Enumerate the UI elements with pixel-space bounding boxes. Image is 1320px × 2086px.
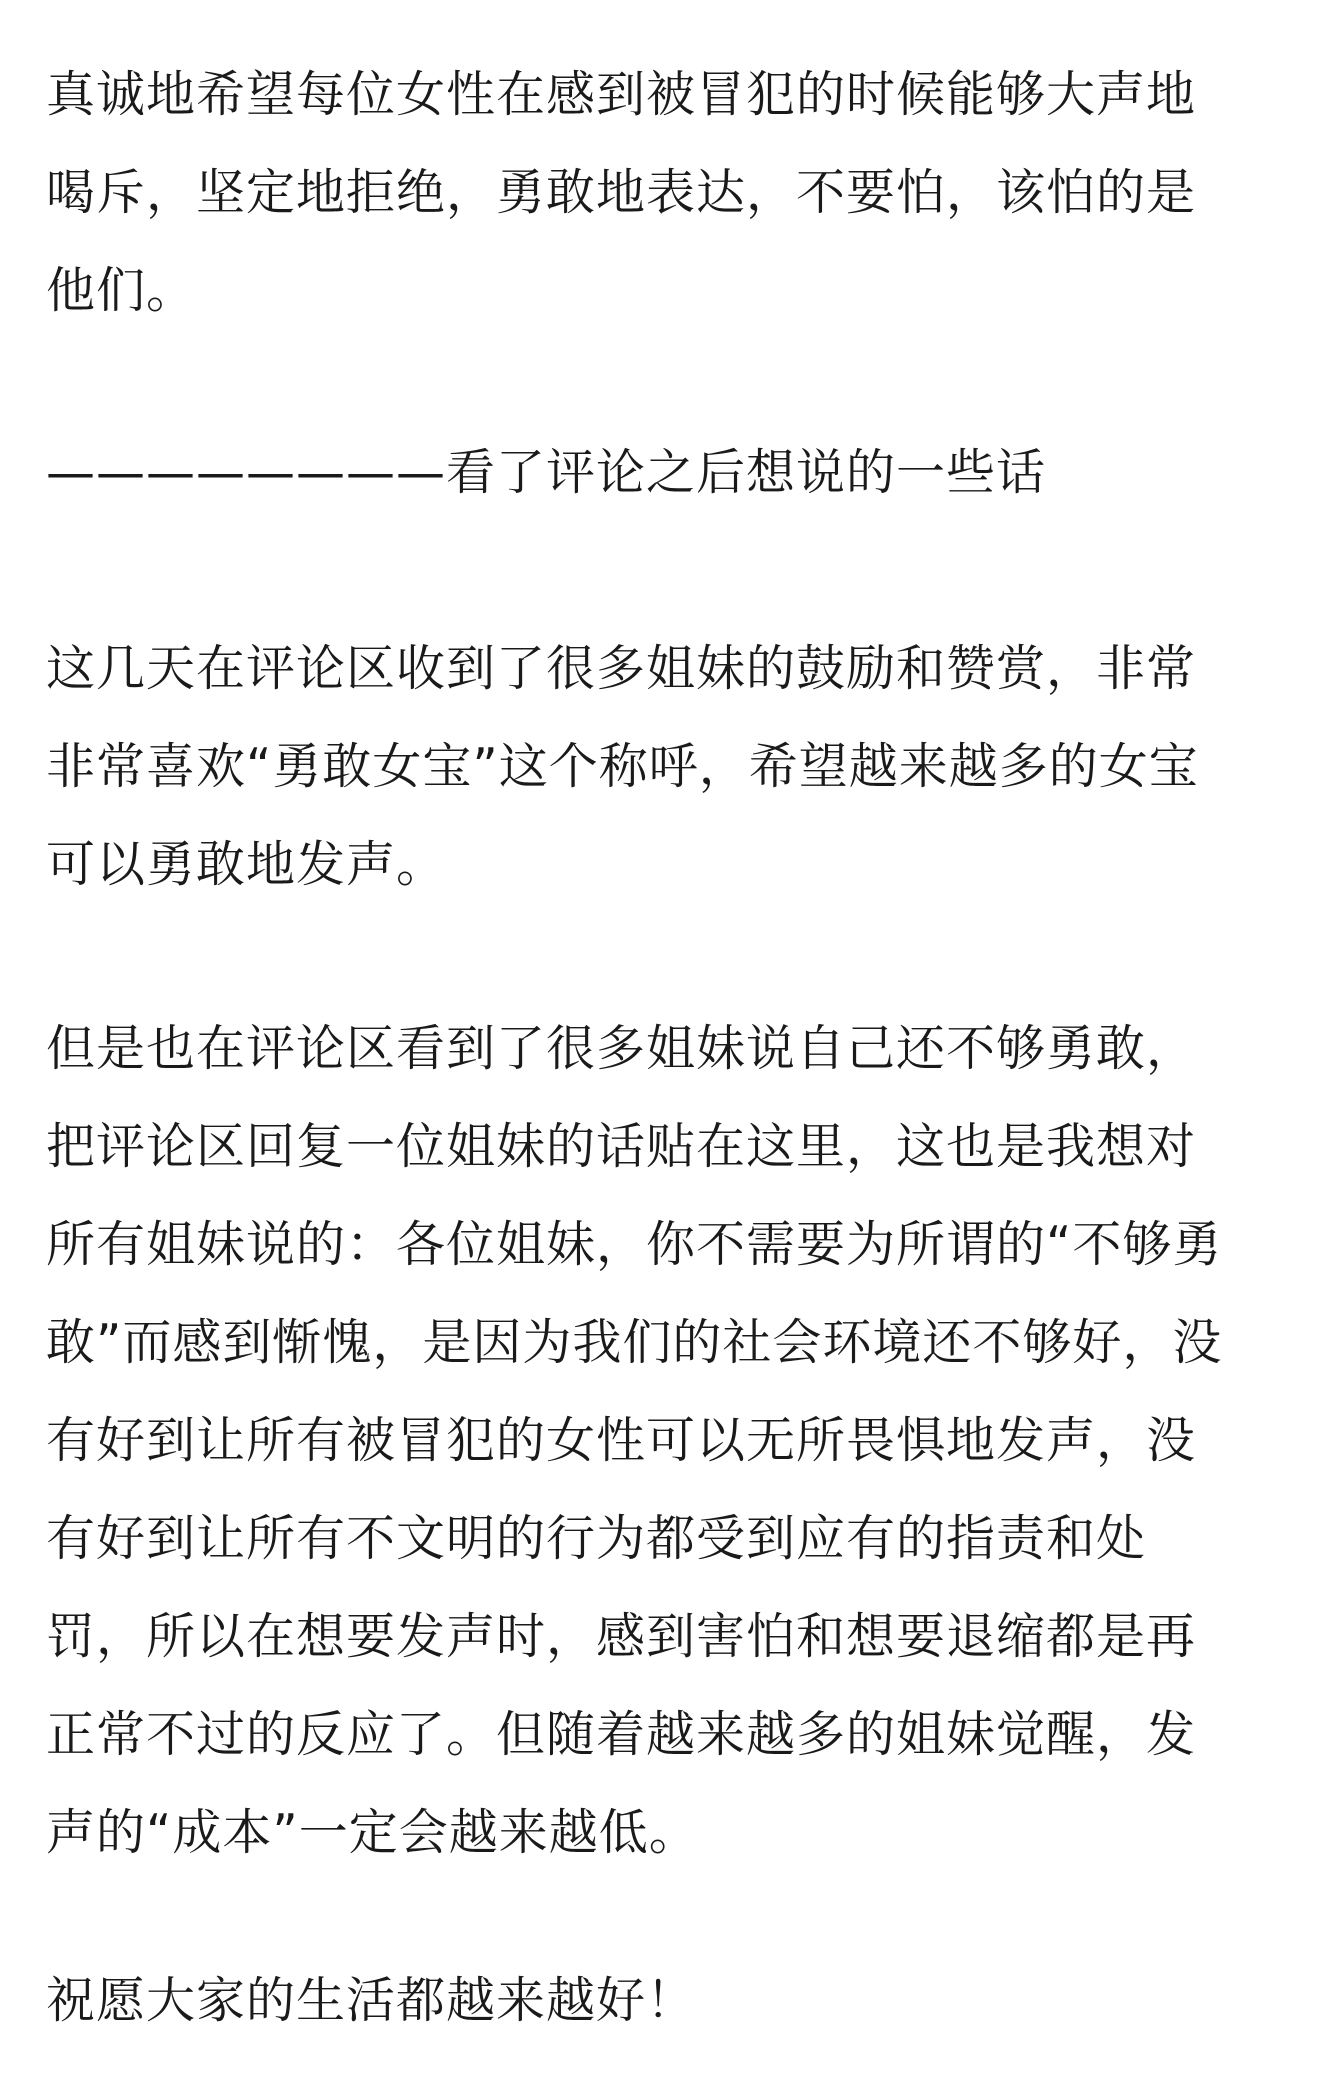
paragraph-encouragement	[46, 46, 1196, 340]
text-line: 他们。	[46, 262, 197, 319]
text-line: 有好到让所有被冒犯的女性可以无所畏惧地发声，没	[46, 1412, 1197, 1469]
paragraph-thanks	[46, 620, 1199, 914]
text-line: 真诚地希望每位女性在感到被冒犯的时候能够大声地	[46, 66, 1197, 123]
text-line: 祝愿大家的生活都越来越好！	[46, 1972, 697, 2029]
paragraph-reply	[46, 1000, 1222, 1882]
text-line: 把评论区回复一位姐妹的话贴在这里，这也是我想对	[46, 1118, 1197, 1175]
text-line: 敢”而感到惭愧，是因为我们的社会环境还不够好，没	[46, 1314, 1223, 1371]
text-line: 正常不过的反应了。但随着越来越多的姐妹觉醒，发	[46, 1706, 1197, 1763]
paragraph-closing	[46, 1952, 696, 2050]
text-line: 罚，所以在想要发声时，感到害怕和想要退缩都是再	[46, 1608, 1197, 1665]
text-line: 声的“成本”一定会越来越低。	[46, 1804, 699, 1861]
paragraph-section-divider	[46, 424, 1046, 522]
text-line: 这几天在评论区收到了很多姐妹的鼓励和赞赏，非常	[46, 640, 1197, 697]
text-line: 喝斥，坚定地拒绝，勇敢地表达，不要怕，该怕的是	[46, 164, 1197, 221]
section-divider-heading: ————————看了评论之后想说的一些话	[46, 444, 1047, 501]
text-line: 非常喜欢“勇敢女宝”这个称呼，希望越来越多的女宝	[46, 738, 1199, 795]
text-line: 所有姐妹说的：各位姐妹，你不需要为所谓的“不够勇	[46, 1216, 1223, 1273]
text-line: 但是也在评论区看到了很多姐妹说自己还不够勇敢，	[46, 1020, 1197, 1077]
text-line: 有好到让所有不文明的行为都受到应有的指责和处	[46, 1510, 1147, 1567]
text-line: 可以勇敢地发声。	[46, 836, 447, 893]
